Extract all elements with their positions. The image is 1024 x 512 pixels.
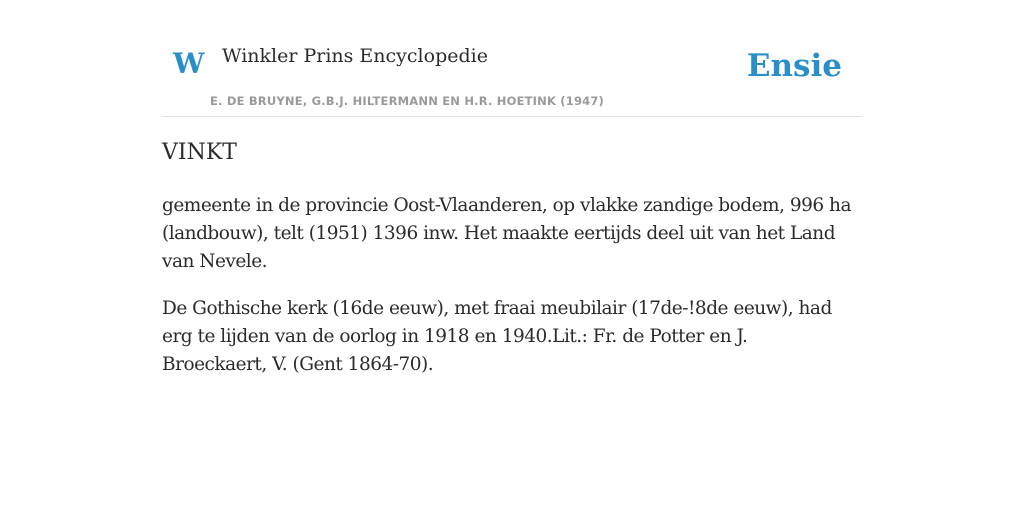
- encyclopedia-title[interactable]: Winkler Prins Encyclopedie: [222, 45, 488, 67]
- page-container: [162, 0, 862, 375]
- encyclopedia-logo-icon[interactable]: W: [173, 47, 205, 80]
- entry-paragraph: De Gothische kerk (16de eeuw), met fraai meubilair (17de-!8de eeuw), had erg te lijden van de oorlog in 1918 en 1940.Lit.: Fr. de Potter en J. Broeckaert, V. (Gent 1864-70).: [162, 298, 832, 375]
- ensie-logo-link[interactable]: Ensie: [746, 48, 842, 84]
- entry-title: VINKT: [162, 140, 237, 165]
- entry-paragraph: gemeente in de provincie Oost-Vlaanderen, op vlakke zandige bodem, 996 ha (landbouw), telt (1951) 1396 inw. Het maakte eertijds deel uit van het Land van Nevele.: [162, 195, 851, 272]
- entry-body: [162, 192, 852, 398]
- header: [162, 0, 862, 117]
- encyclopedia-authors: E. DE BRUYNE, G.B.J. HILTERMANN EN H.R. HOETINK (1947): [210, 94, 605, 108]
